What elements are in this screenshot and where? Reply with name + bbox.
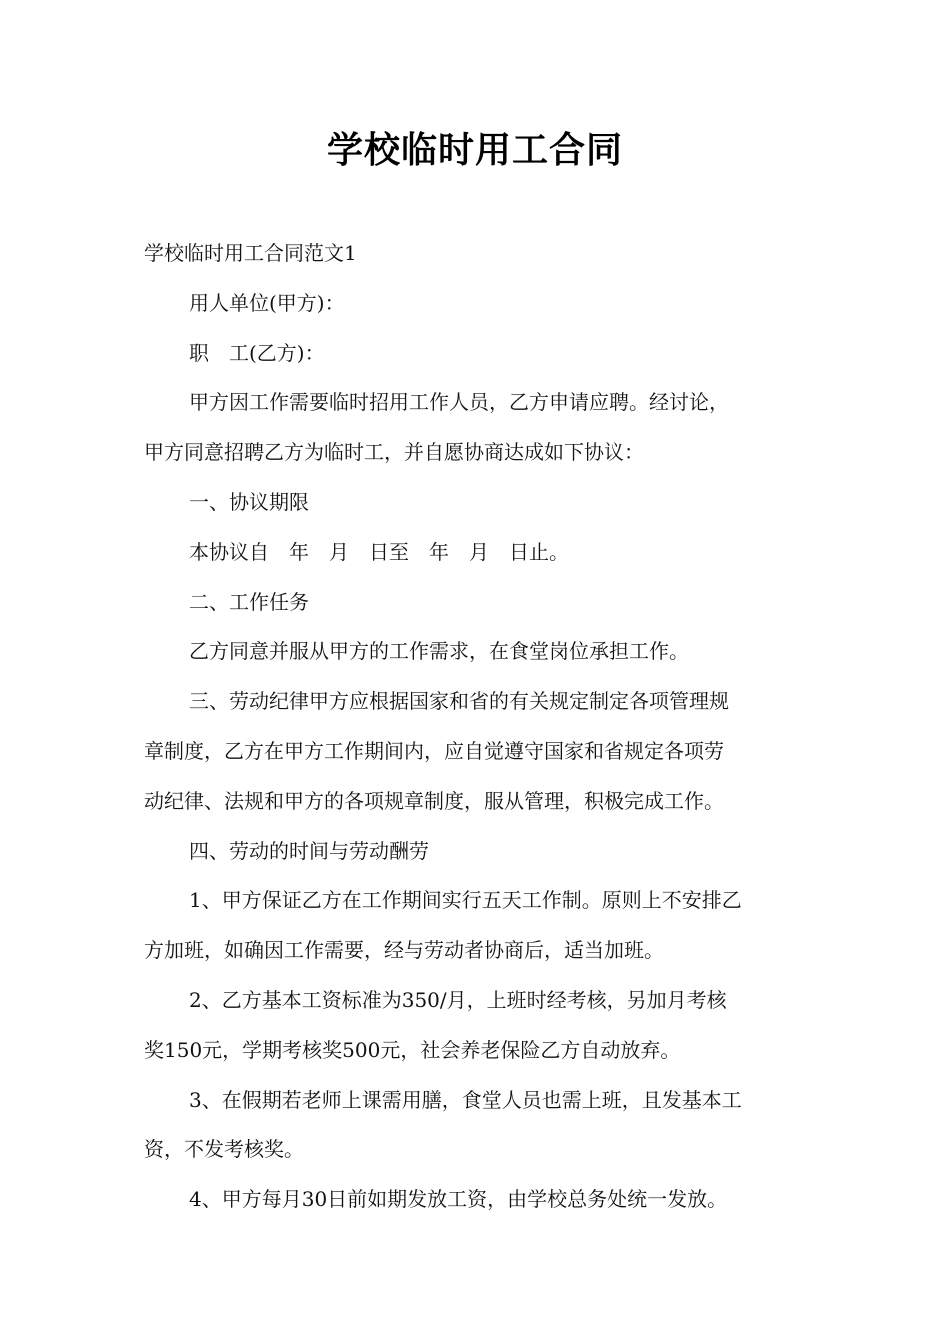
- text-line: 三、劳动纪律甲方应根据国家和省的有关规定制定各项管理规: [189, 689, 729, 714]
- text-line: 4、甲方每月30日前如期发放工资，由学校总务处统一发放。: [189, 1187, 728, 1212]
- document-body: [144, 229, 808, 1225]
- text-line: 甲方因工作需要临时招用工作人员，乙方申请应聘。经讨论，: [189, 390, 729, 415]
- party-a-line: 用人单位(甲方)：: [189, 290, 345, 315]
- party-b-line: 职 工(乙方)：: [189, 340, 325, 365]
- text-line: 1、甲方保证乙方在工作期间实行五天工作制。原则上不安排乙: [189, 888, 742, 913]
- text-line: 动纪律、法规和甲方的各项规章制度，服从管理，积极完成工作。: [144, 788, 724, 813]
- text-line: 奖150元，学期考核奖500元，社会养老保险乙方自动放弃。: [144, 1037, 681, 1062]
- text-line: 乙方同意并服从甲方的工作需求，在食堂岗位承担工作。: [189, 639, 689, 664]
- text-line: 方加班，如确因工作需要，经与劳动者协商后，适当加班。: [144, 938, 664, 963]
- text-line: 本协议自 年 月 日至 年 月 日止。: [189, 539, 569, 564]
- document-title: 学校临时用工合同: [326, 130, 623, 171]
- section-heading: 四、劳动的时间与劳动酬劳: [189, 838, 429, 863]
- text-line: 资，不发考核奖。: [144, 1137, 304, 1162]
- text-line: 2、乙方基本工资标准为350/月，上班时经考核，另加月考核: [189, 987, 727, 1012]
- text-line: 章制度，乙方在甲方工作期间内，应自觉遵守国家和省规定各项劳: [144, 738, 724, 763]
- text-line: 3、在假期若老师上课需用膳，食堂人员也需上班，且发基本工: [189, 1087, 742, 1112]
- text-line: 甲方同意招聘乙方为临时工，并自愿协商达成如下协议：: [144, 440, 644, 465]
- section-heading: 二、工作任务: [189, 589, 309, 614]
- subtitle-line: 学校临时用工合同范文1: [144, 241, 357, 265]
- section-heading: 一、协议期限: [189, 489, 309, 514]
